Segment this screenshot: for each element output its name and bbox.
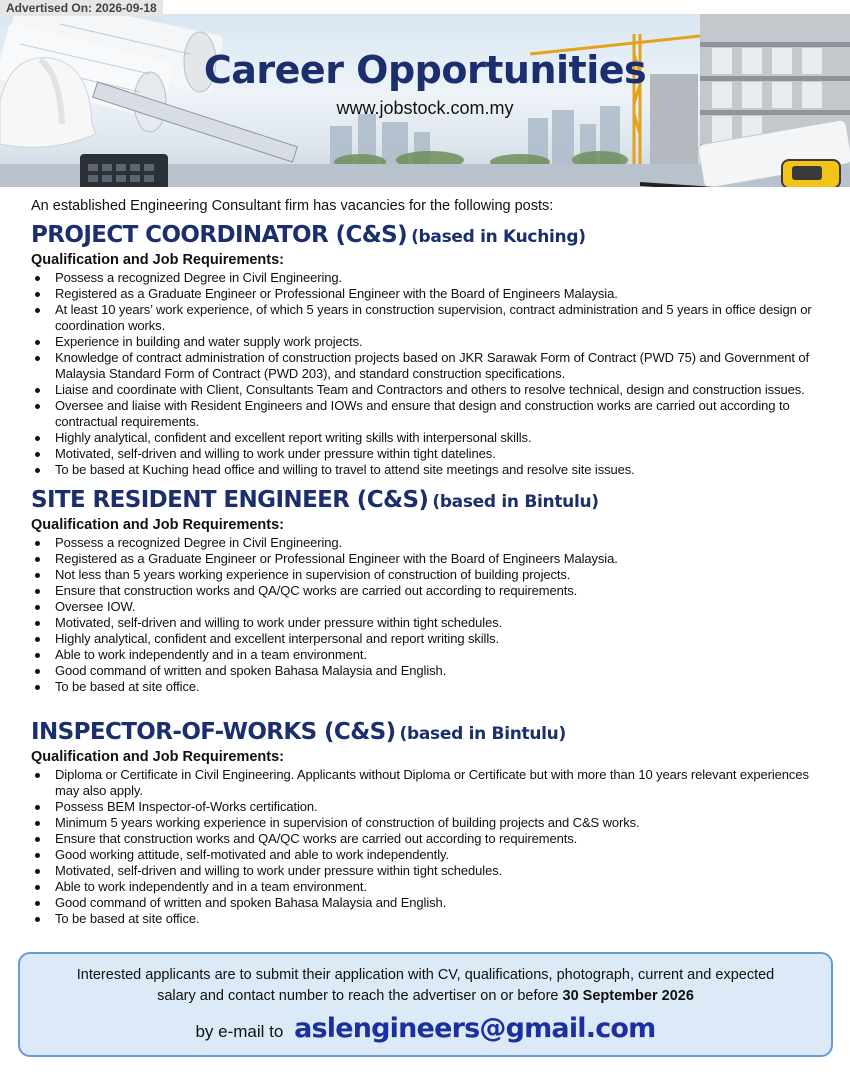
- list-item: Oversee IOW.: [31, 599, 831, 615]
- job-title-text: PROJECT COORDINATOR (C&S): [31, 222, 408, 248]
- job-location: (based in Bintulu): [432, 492, 599, 512]
- job-title: [31, 486, 831, 516]
- job-section-project-coordinator: [31, 221, 831, 478]
- list-item: Able to work independently and in a team environment.: [31, 647, 831, 663]
- banner-title: Career Opportunities: [203, 48, 647, 92]
- list-item: At least 10 years’ work experience, of which 5 years in construction supervision, contract administration and 5 years in office design or coordination works.: [31, 302, 831, 334]
- application-deadline: 30 September 2026: [562, 988, 694, 1004]
- list-item: Ensure that construction works and QA/QC works are carried out according to requirements.: [31, 831, 831, 847]
- job-location: (based in Bintulu): [399, 724, 566, 744]
- list-item: Oversee and liaise with Resident Engineers and IOWs and ensure that design and construction works are carried out according to contractual requirements.: [31, 398, 831, 430]
- advertised-date: Advertised On: 2026-09-18: [0, 0, 163, 16]
- list-item: To be based at Kuching head office and willing to travel to attend site meetings and resolve site issues.: [31, 462, 831, 478]
- banner-url: www.jobstock.com.my: [336, 98, 514, 118]
- list-item: Good command of written and spoken Bahasa Malaysia and English.: [31, 663, 831, 679]
- tape-measure-icon: [782, 160, 840, 187]
- application-line-1: Interested applicants are to submit their application with CV, qualifications, photograph, current and expected: [76, 967, 775, 983]
- list-item: Good working attitude, self-motivated and able to work independently.: [31, 847, 831, 863]
- email-line: [20, 1013, 831, 1044]
- requirements-list: [31, 767, 831, 927]
- list-item: Able to work independently and in a team environment.: [31, 879, 831, 895]
- list-item: To be based at site office.: [31, 911, 831, 927]
- requirements-list: [31, 270, 831, 478]
- list-item: Not less than 5 years working experience in supervision of construction of building projects.: [31, 567, 831, 583]
- list-item: Possess a recognized Degree in Civil Engineering.: [31, 270, 831, 286]
- list-item: Ensure that construction works and QA/QC works are carried out according to requirements.: [31, 583, 831, 599]
- requirements-heading: Qualification and Job Requirements:: [31, 517, 284, 533]
- requirements-heading: Qualification and Job Requirements:: [31, 252, 284, 268]
- header-banner: [0, 14, 850, 187]
- list-item: Highly analytical, confident and excellent report writing skills with interpersonal skills.: [31, 430, 831, 446]
- application-box: [18, 952, 833, 1057]
- list-item: Knowledge of contract administration of construction projects based on JKR Sarawak Form of Contract (PWD 75) and Government of Malaysia Standard Form of Contract (PWD 203), and standard construction specifications.: [31, 350, 831, 382]
- list-item: Diploma or Certificate in Civil Engineering. Applicants without Diploma or Certificate but with more than 10 years relevant experiences may also apply.: [31, 767, 831, 799]
- list-item: To be based at site office.: [31, 679, 831, 695]
- email-link[interactable]: aslengineers@gmail.com: [294, 1013, 656, 1044]
- job-title-text: INSPECTOR-OF-WORKS (C&S): [31, 719, 396, 745]
- calculator-icon: [80, 154, 168, 187]
- email-prefix: by e-mail to: [195, 1022, 284, 1041]
- list-item: Possess BEM Inspector-of-Works certification.: [31, 799, 831, 815]
- requirements-heading: Qualification and Job Requirements:: [31, 749, 284, 765]
- application-instructions: [20, 965, 831, 1007]
- list-item: Registered as a Graduate Engineer or Professional Engineer with the Board of Engineers Malaysia.: [31, 286, 831, 302]
- list-item: Good command of written and spoken Bahasa Malaysia and English.: [31, 895, 831, 911]
- list-item: Liaise and coordinate with Client, Consultants Team and Contractors and others to resolve technical, design and construction issues.: [31, 382, 831, 398]
- job-section-site-resident-engineer: [31, 486, 831, 695]
- list-item: Motivated, self-driven and willing to work under pressure within tight schedules.: [31, 615, 831, 631]
- job-location: (based in Kuching): [411, 227, 586, 247]
- list-item: Minimum 5 years working experience in supervision of construction of building projects and C&S works.: [31, 815, 831, 831]
- list-item: Registered as a Graduate Engineer or Professional Engineer with the Board of Engineers Malaysia.: [31, 551, 831, 567]
- list-item: Motivated, self-driven and willing to work under pressure within tight datelines.: [31, 446, 831, 462]
- job-title-text: SITE RESIDENT ENGINEER (C&S): [31, 487, 429, 513]
- application-line-2: [20, 986, 831, 1007]
- list-item: Possess a recognized Degree in Civil Engineering.: [31, 535, 831, 551]
- intro-text: An established Engineering Consultant firm has vacancies for the following posts:: [31, 198, 554, 214]
- list-item: Highly analytical, confident and excellent interpersonal and report writing skills.: [31, 631, 831, 647]
- list-item: Motivated, self-driven and willing to work under pressure within tight schedules.: [31, 863, 831, 879]
- list-item: Experience in building and water supply work projects.: [31, 334, 831, 350]
- job-title: [31, 718, 831, 748]
- job-title: [31, 221, 831, 251]
- application-line-2-text: salary and contact number to reach the advertiser on or before: [157, 988, 559, 1004]
- requirements-list: [31, 535, 831, 695]
- job-section-inspector-of-works: [31, 718, 831, 927]
